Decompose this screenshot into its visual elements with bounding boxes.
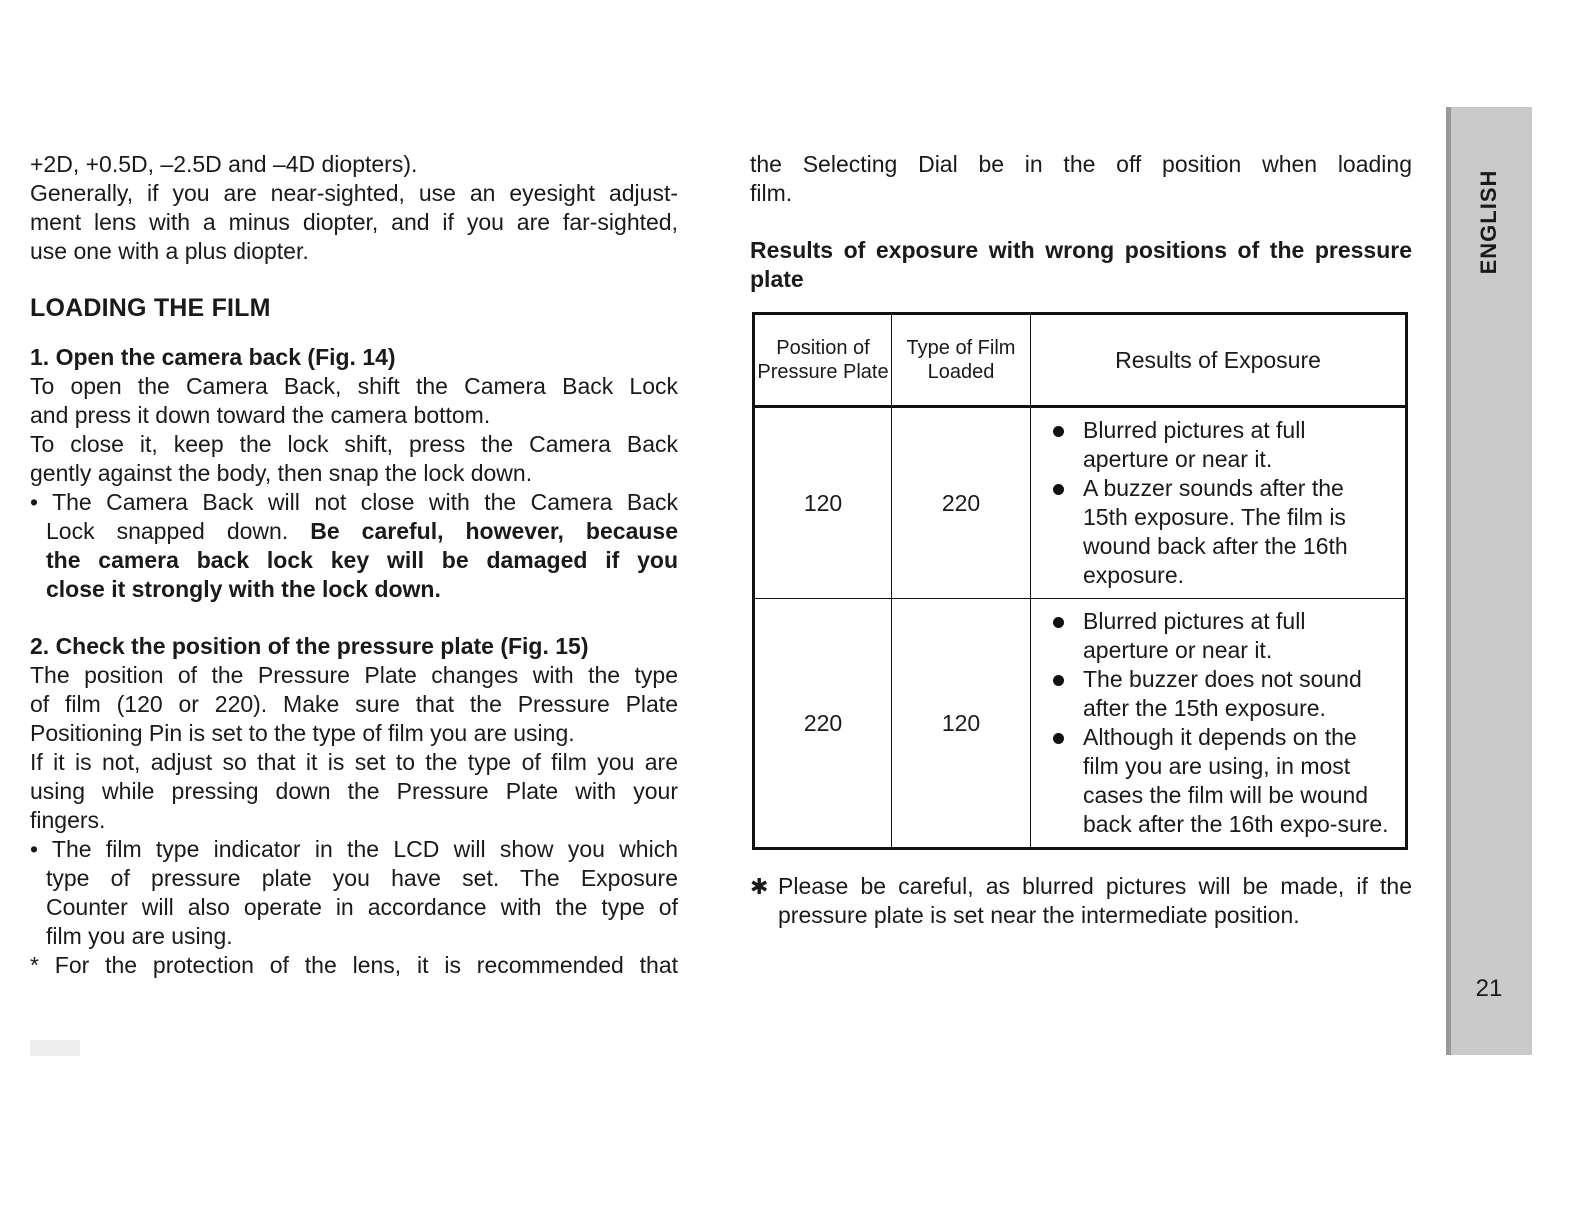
cell-film-type: 120 [892, 599, 1031, 849]
step1-bullet-bold: Be careful, however, because [310, 518, 678, 544]
step2-note: * For the protection of the lens, it is recommended that [30, 952, 678, 978]
page-number: 21 [1475, 975, 1503, 1002]
intro-line: +2D, +0.5D, –2.5D and –4D diopters). [30, 151, 418, 177]
step2-text: using while pressing down the Pressure Plate with your [30, 778, 678, 804]
header-results: Results of Exposure [1031, 314, 1407, 407]
header-position: Position of Pressure Plate [754, 314, 892, 407]
language-label: ENGLISH [1476, 169, 1501, 275]
step1-bullet-plain: Lock snapped down. [46, 518, 311, 544]
step2-text: If it is not, adjust so that it is set to the type of film you are [30, 749, 678, 775]
step2-text: Positioning Pin is set to the type of film you are using. [30, 720, 575, 746]
step2-bullet: Counter will also operate in accordance with the type of [46, 894, 678, 920]
continued-text: film. [750, 180, 793, 206]
footnote-text: Please be careful, as blurred pictures will be made, if the pressure plate is set near the intermediate position. [778, 873, 1412, 928]
step1-title: 1. Open the camera back (Fig. 14) [30, 344, 396, 370]
results-table [752, 312, 1408, 850]
step2-text: The position of the Pressure Plate changes with the type [30, 662, 678, 688]
step2-bullet: film you are using. [46, 923, 233, 949]
step1-bullet-bold-line: close it strongly with the lock down. [46, 576, 441, 602]
step1-text: To close it, keep the lock shift, press the Camera Back [30, 431, 678, 457]
step1-bullet: • The Camera Back will not close with the Camera Back [30, 489, 678, 515]
step2-text: of film (120 or 220). Make sure that the Pressure Plate [30, 691, 678, 717]
result-item: The buzzer does not sound after the 15th exposure. [1049, 665, 1391, 723]
step2-text: fingers. [30, 807, 106, 833]
step1-text: and press it down toward the camera bottom. [30, 402, 491, 428]
step1-bullet-bold-line: the camera back lock key will be damaged if you [46, 547, 678, 573]
language-tab [1446, 107, 1532, 1055]
result-item: Although it depends on the film you are using, in most cases the film will be wound back after the 16th expo-sure. [1049, 723, 1391, 839]
step1-text: To open the Camera Back, shift the Camera Back Lock [30, 373, 678, 399]
step2-title: 2. Check the position of the pressure plate (Fig. 15) [30, 633, 589, 659]
step2-bullet: • The film type indicator in the LCD will show you which [30, 836, 678, 862]
table-row [754, 599, 1407, 849]
left-column [30, 150, 678, 980]
asterisk-icon: ✱ [750, 874, 769, 899]
scan-edge [30, 1040, 80, 1056]
footnote [750, 872, 1412, 930]
continued-text: the Selecting Dial be in the off position when loading [750, 151, 1412, 177]
section-heading: LOADING THE FILM [30, 294, 271, 322]
table-row [754, 407, 1407, 599]
cell-results [1031, 407, 1407, 599]
step1-text: gently against the body, then snap the lock down. [30, 460, 533, 486]
cell-position: 220 [754, 599, 892, 849]
step2-bullet: type of pressure plate you have set. The Exposure [46, 865, 678, 891]
header-film-type: Type of Film Loaded [892, 314, 1031, 407]
intro-line: Generally, if you are near-sighted, use an eyesight adjust- [30, 180, 678, 206]
step1-bullet-line [30, 517, 678, 546]
result-item: Blurred pictures at full aperture or near it. [1049, 416, 1391, 474]
right-column [750, 150, 1412, 930]
intro-line: ment lens with a minus diopter, and if you are far-sighted, [30, 209, 678, 235]
cell-film-type: 220 [892, 407, 1031, 599]
result-item: Blurred pictures at full aperture or near it. [1049, 607, 1391, 665]
cell-position: 120 [754, 407, 892, 599]
result-item: A buzzer sounds after the 15th exposure. The film is wound back after the 16th exposure. [1049, 474, 1391, 590]
table-heading: Results of exposure with wrong positions of the pressure plate [750, 237, 1412, 292]
cell-results [1031, 599, 1407, 849]
intro-line: use one with a plus diopter. [30, 238, 309, 264]
